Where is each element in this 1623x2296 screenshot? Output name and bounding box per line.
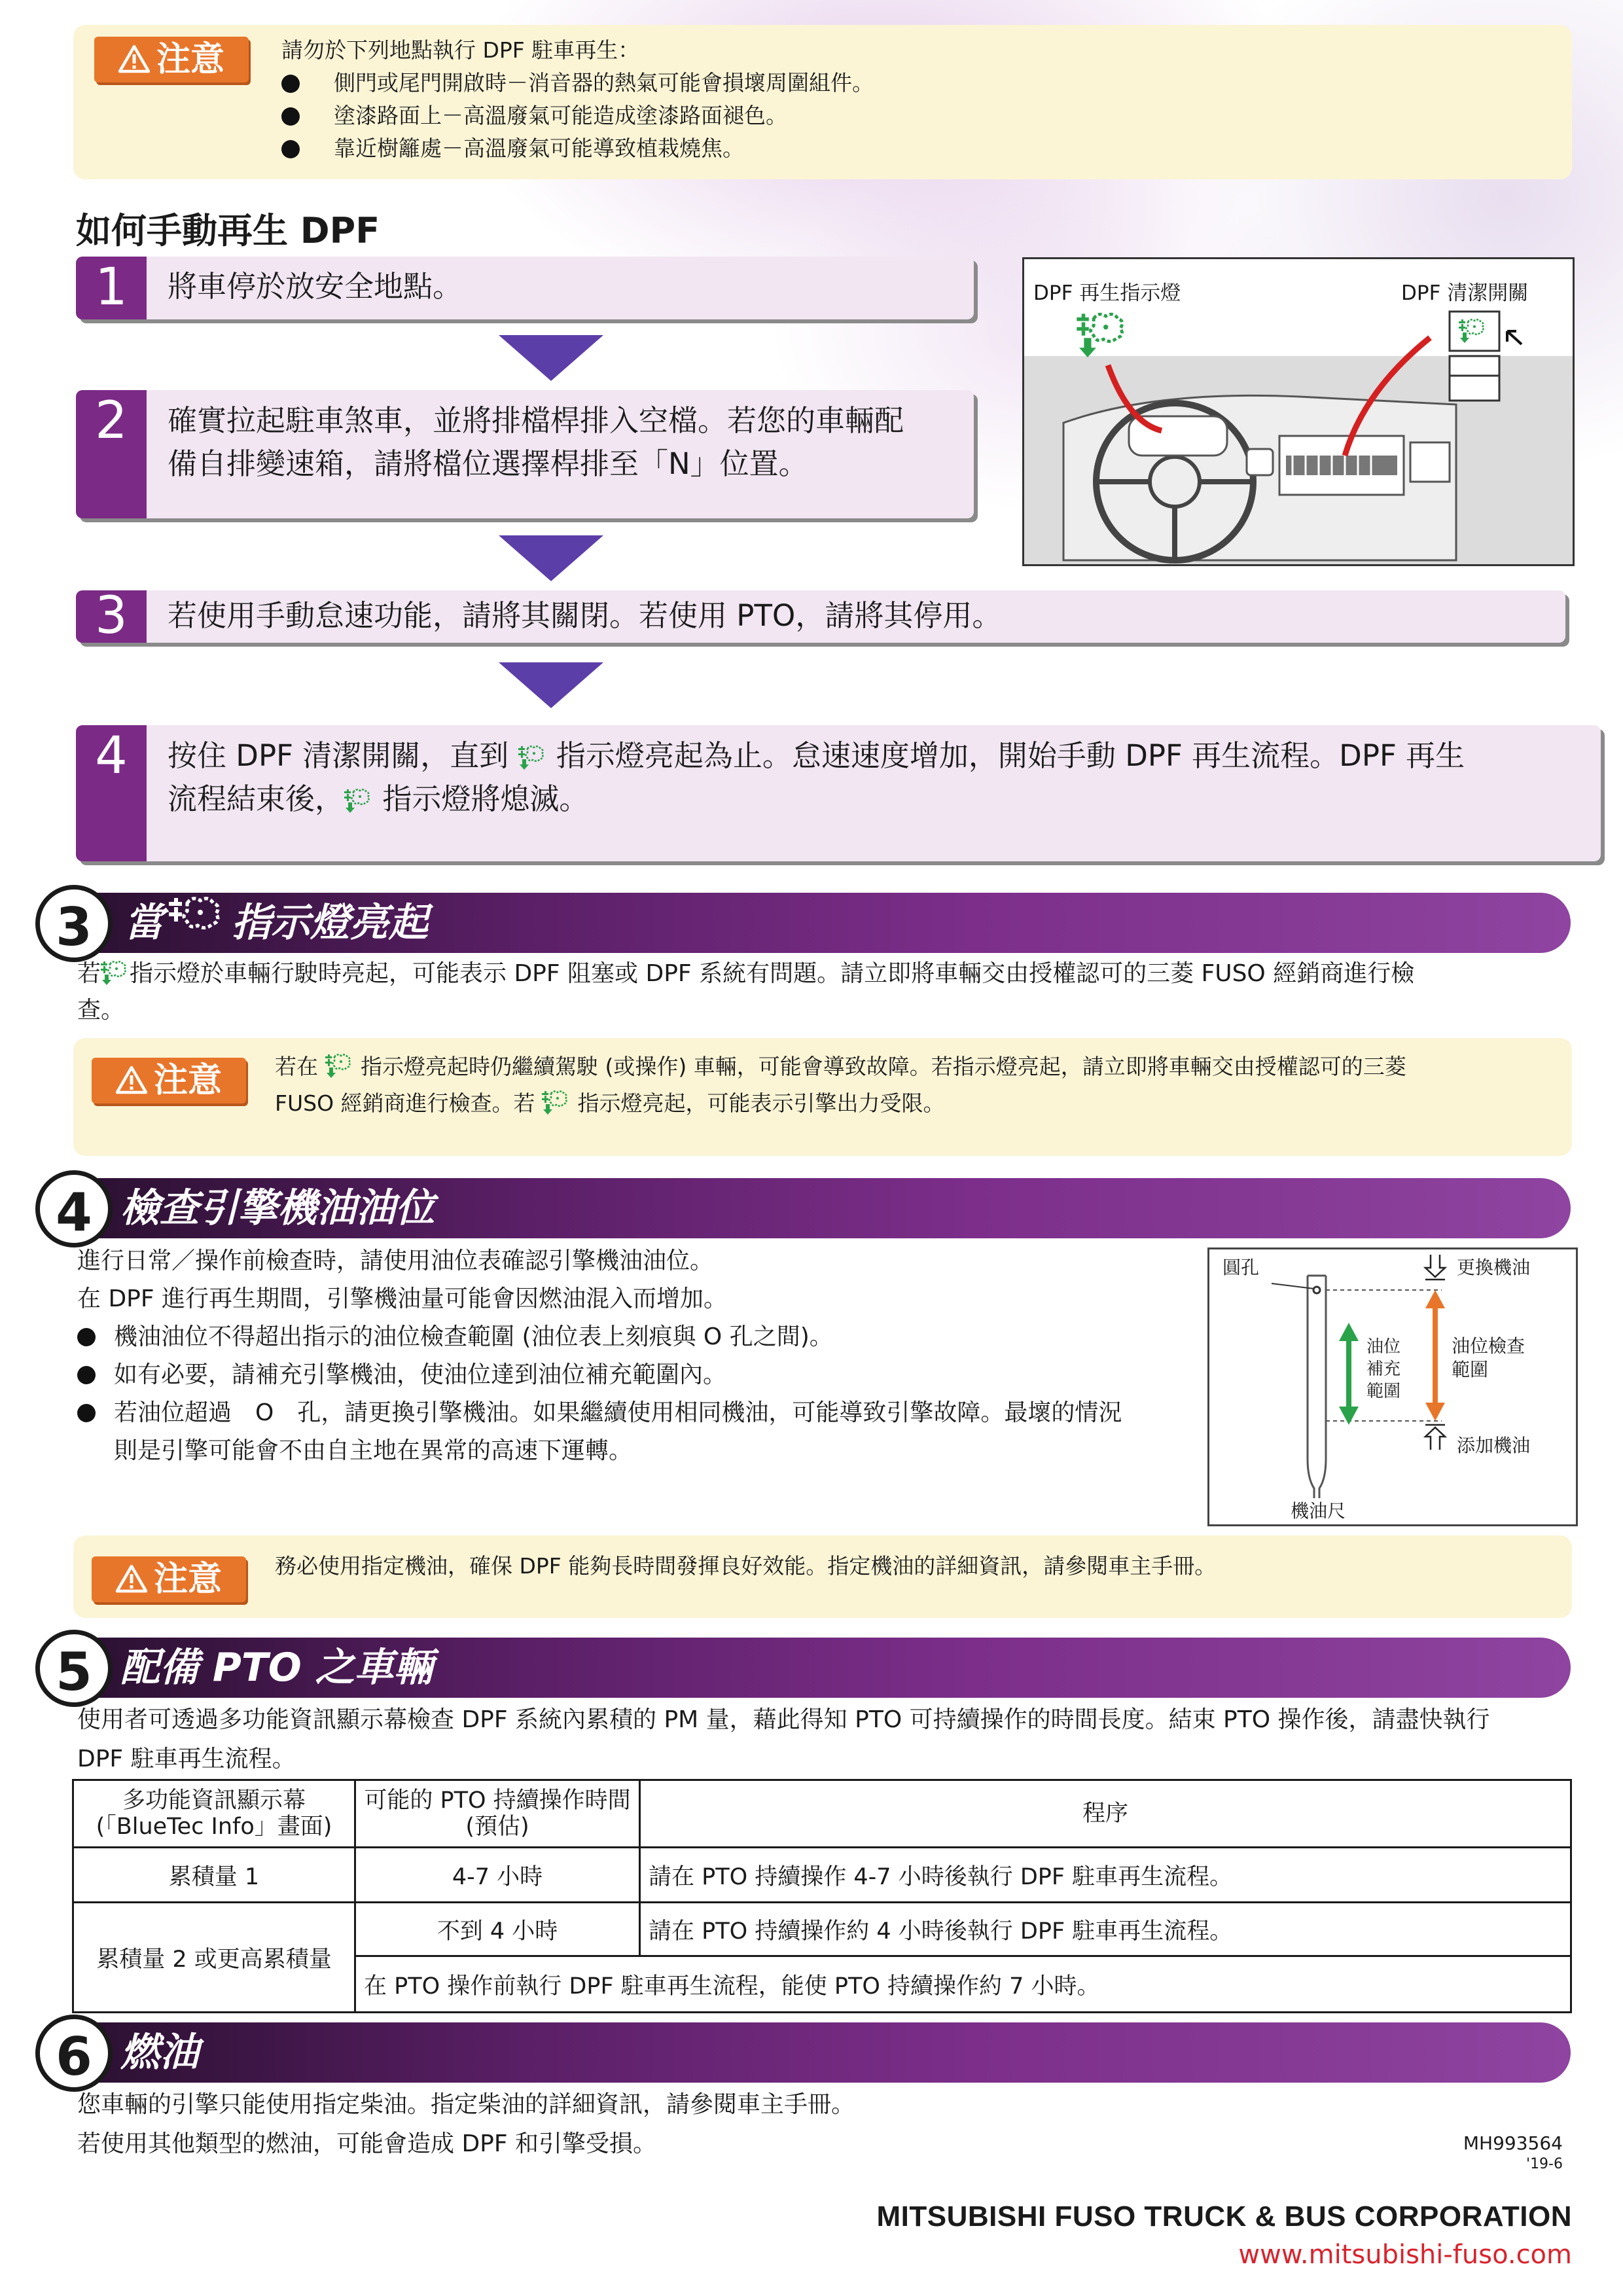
label-replace-oil: 更換機油 <box>1457 1257 1531 1278</box>
caution-badge: 注意 <box>94 37 249 82</box>
section-title: 配備 PTO 之車輛 <box>120 1645 433 1691</box>
dpf-indicator-icon <box>518 744 547 770</box>
table-header-row <box>73 1780 1571 1848</box>
dpf-indicator-icon <box>325 1052 354 1078</box>
section-number: 3 <box>35 885 113 962</box>
sec4-paragraph: 進行日常／操作前檢查時，請使用油位表確認引擎機油油位。 在 DPF 進行再生期間，引擎機油量可能會因燃油混入而增加。 機油油位不得超出指示的油位檢查範圍 (油位表上刻痕與 O 孔之間)。 如有必要，請補充引擎機油，使油位達到油位補充範圍內。 若油位超過 O 孔，請更換引擎機油。如果繼續使用相同機油，可能導致引擎故障。最壞的情況 則是引擎可能會不由自主地在異常的高速下運轉。 <box>77 1247 1122 1464</box>
table-row <box>73 1848 1571 1903</box>
table-cell: 累積量 1 <box>73 1848 355 1903</box>
company-name: MITSUBISHI FUSO TRUCK & BUS CORPORATION <box>876 2200 1572 2233</box>
step-text: 若使用手動怠速功能，請將其關閉。若使用 PTO，請將其停用。 <box>168 598 1002 633</box>
caution-badge: 注意 <box>92 1058 246 1103</box>
section-number: 6 <box>35 2015 113 2092</box>
label-add-oil: 添加機油 <box>1457 1435 1531 1456</box>
dpf-indicator-icon <box>542 1088 571 1115</box>
label-fill-range: 油位 補充 範圍 <box>1366 1337 1401 1401</box>
dashboard-figure <box>1022 257 1575 566</box>
label-check-range: 油位檢查 範圍 <box>1452 1335 1525 1380</box>
table-header: 可能的 PTO 持續操作時間 (預估) <box>355 1780 640 1848</box>
caution-badge: 注意 <box>92 1556 246 1602</box>
step-number: 3 <box>76 590 147 643</box>
step-text: 按住 DPF 清潔開關，直到 指示燈亮起為止。怠速速度增加，開始手動 DPF 再生流程。DPF 再生 流程結束後， 指示燈將熄滅。 <box>168 738 1465 816</box>
caution-box-sec3 <box>73 1038 1572 1156</box>
caution-item: 側門或尾門開啟時－消音器的熱氣可能會損壞周圍組件。 <box>281 67 1525 99</box>
step-text: 確實拉起駐車煞車，並將排檔桿排入空檔。若您的車輛配 備自排變速箱，請將檔位選擇桿排至「N」位置。 <box>168 403 904 481</box>
caution-item: 塗漆路面上－高溫廢氣可能造成塗漆路面褪色。 <box>281 99 1525 132</box>
table-cell: 累積量 2 或更高累積量 <box>73 1903 355 2013</box>
table-cell: 不到 4 小時 <box>355 1903 640 1956</box>
table-cell: 在 PTO 操作前執行 DPF 駐車再生流程，能使 PTO 持續操作約 7 小時。 <box>355 1956 1571 2013</box>
figure-label-switch: DPF 清潔開關 <box>1401 281 1529 305</box>
dpf-indicator-icon <box>164 893 232 945</box>
table-header: 多功能資訊顯示幕 (「BlueTec Info」畫面) <box>73 1780 355 1848</box>
section-number: 5 <box>35 1630 113 1707</box>
pto-table <box>72 1779 1572 2013</box>
label-dipstick: 機油尺 <box>1291 1500 1346 1522</box>
figure-label-indicator: DPF 再生指示燈 <box>1033 281 1181 305</box>
sec5-paragraph: 使用者可透過多功能資訊顯示幕檢查 DPF 系統內累積的 PM 量，藉此得知 PTO 可持續操作的時間長度。結束 PTO 操作後，請盡快執行 DPF 駐車再生流程。 <box>77 1706 1490 1772</box>
label-hole: 圓孔 <box>1222 1257 1260 1278</box>
caution-text: 務必使用指定機油，確保 DPF 能夠長時間發揮良好效能。指定機油的詳細資訊，請參閱車主手冊。 <box>275 1553 1217 1579</box>
step-3 <box>76 586 1565 645</box>
table-row <box>73 1903 1571 1956</box>
company-url[interactable]: www.mitsubishi-fuso.com <box>1238 2240 1572 2270</box>
dpf-indicator-icon <box>344 787 373 813</box>
caution-text <box>281 34 1525 165</box>
dpf-indicator-icon <box>101 959 130 985</box>
step-arrow <box>499 535 603 581</box>
dipstick-illustration <box>1209 1249 1576 1524</box>
doc-code: MH993564 <box>1463 2132 1563 2154</box>
step-1 <box>76 257 974 319</box>
table-cell: 4-7 小時 <box>355 1848 640 1903</box>
step-text: 將車停於放安全地點。 <box>168 269 463 304</box>
warning-icon <box>118 45 150 73</box>
manual-title: 如何手動再生 DPF <box>76 210 380 251</box>
section-header-6 <box>75 2022 1571 2083</box>
dashboard-illustration <box>1024 259 1573 564</box>
table-header: 程序 <box>640 1780 1571 1848</box>
section-title: 檢查引擎機油油位 <box>120 1185 435 1231</box>
dipstick-figure <box>1207 1247 1578 1526</box>
warning-icon <box>116 1564 147 1593</box>
caution-text: 若在 指示燈亮起時仍繼續駕駛 (或操作) 車輛，可能會導致故障。若指示燈亮起，請立即將車輛交由授權認可的三菱 FUSO 經銷商進行檢查。若 指示燈亮起，可能表示引擎出力受限。 <box>275 1049 1558 1122</box>
doc-date: '19-6 <box>1526 2156 1563 2172</box>
section-title: 當 指示燈亮起 <box>124 893 428 953</box>
caution-intro: 請勿於下列地點執行 DPF 駐車再生： <box>281 37 640 63</box>
caution-item: 靠近樹籬處－高溫廢氣可能導致植栽燒焦。 <box>281 132 1525 165</box>
caution-box-top <box>73 25 1572 179</box>
step-number: 2 <box>76 390 147 518</box>
caution-box-sec4 <box>73 1535 1572 1618</box>
step-number: 1 <box>76 257 147 319</box>
warning-icon <box>116 1066 147 1094</box>
step-arrow <box>499 335 603 381</box>
step-arrow <box>499 662 603 708</box>
table-cell: 請在 PTO 持續操作約 4 小時後執行 DPF 駐車再生流程。 <box>640 1903 1571 1956</box>
step-number: 4 <box>76 725 147 861</box>
sec6-paragraph: 您車輛的引擎只能使用指定柴油。指定柴油的詳細資訊，請參閱車主手冊。 若使用其他類型的燃油，可能會造成 DPF 和引擎受損。 <box>77 2091 855 2157</box>
table-cell: 請在 PTO 持續操作 4-7 小時後執行 DPF 駐車再生流程。 <box>640 1848 1571 1903</box>
section-title: 燃油 <box>120 2030 199 2075</box>
section-number: 4 <box>35 1170 113 1247</box>
step-2 <box>76 390 974 518</box>
sec3-paragraph: 若 指示燈於車輛行駛時亮起，可能表示 DPF 阻塞或 DPF 系統有問題。請立即將車輛交由授權認可的三菱 FUSO 經銷商進行檢 查。 <box>77 960 1415 1024</box>
step-4 <box>76 725 1601 861</box>
